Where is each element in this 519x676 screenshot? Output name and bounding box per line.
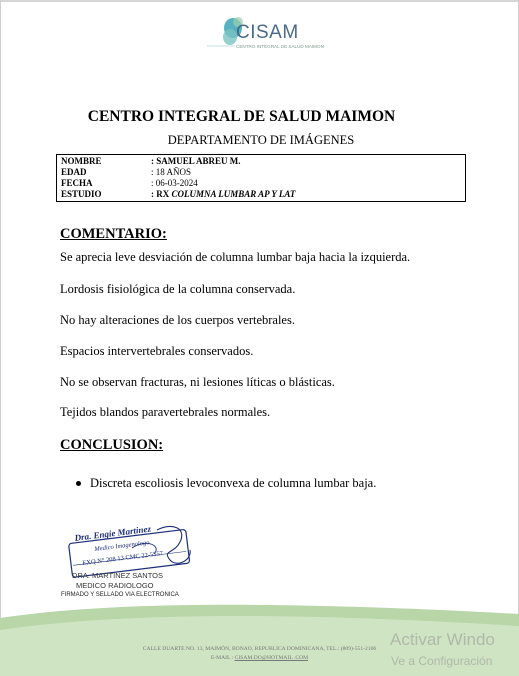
stamp-exq: EXQ N° 208 13 CMC 22-5557: [82, 550, 164, 567]
study-prefix: : RX: [151, 189, 172, 199]
info-label: ESTUDIO: [61, 189, 102, 199]
doctor-signature-block: [72, 571, 163, 591]
info-value: : 18 AÑOS: [151, 167, 192, 177]
doctor-title: MEDICO RADIOLOGO: [76, 581, 154, 590]
doctor-name: DRA. MARTINEZ SANTOS: [72, 571, 163, 580]
comentario-line: Tejidos blandos paravertebrales normales.: [60, 405, 271, 419]
stamp-name: Dra. Engie Martinez: [74, 523, 152, 543]
document-title: CENTRO INTEGRAL DE SALUD MAIMON: [87, 108, 396, 125]
logo-wordmark: CISAM: [236, 22, 299, 43]
signed-note: FIRMADO Y SELLADO VIA ELECTRONICA: [61, 592, 179, 598]
logo-subtitle: CENTRO INTEGRAL DE SALUD MAIMON: [236, 44, 324, 49]
info-label: EDAD: [61, 167, 87, 177]
activation-watermark: Activar Windo: [390, 630, 495, 649]
bullet-icon: [76, 481, 81, 486]
info-value: : 06-03-2024: [151, 178, 198, 188]
stamp-role: Medico Imagenologo: [94, 539, 150, 553]
info-value: : SAMUEL ABREU M.: [151, 156, 241, 166]
comentario-line: No hay alteraciones de los cuerpos vertebrales.: [60, 313, 295, 327]
page-top-border: [0, 0, 519, 2]
patient-info-box: [56, 154, 466, 202]
comentario-line: Espacios intervertebrales conservados.: [60, 344, 254, 358]
footer-email: CISAM.DO@HOTMAIL .COM: [234, 655, 309, 661]
footer-address: CALLE DUARTE NO. 13, MAIMÓN, BONAO, REPUBLICA DOMINICANA, TEL.: (809)-551-2106: [142, 646, 377, 652]
comentario-heading: COMENTARIO:: [60, 226, 167, 242]
comentario-line: Se aprecia leve desviación de columna lumbar baja hacia la izquierda.: [60, 250, 411, 264]
conclusion-item: Discreta escoliosis levoconvexa de columna lumbar baja.: [90, 476, 377, 490]
info-label: NOMBRE: [61, 156, 102, 166]
activation-watermark-sub: Ve a Configuración: [391, 654, 493, 668]
comentario-line: Lordosis fisiológica de la columna conservada.: [60, 282, 296, 296]
info-label: FECHA: [61, 178, 93, 188]
page-left-border: [0, 0, 1, 676]
footer-email-label: E-MAIL :: [210, 655, 235, 661]
study-name: COLUMNA LUMBAR AP Y LAT: [171, 189, 296, 199]
comentario-line: No se observan fracturas, ni lesiones líticas o blásticas.: [60, 375, 335, 389]
department-name: DEPARTAMENTO DE IMÁGENES: [167, 133, 355, 147]
conclusion-heading: CONCLUSION:: [60, 437, 164, 453]
info-value: [151, 189, 295, 200]
